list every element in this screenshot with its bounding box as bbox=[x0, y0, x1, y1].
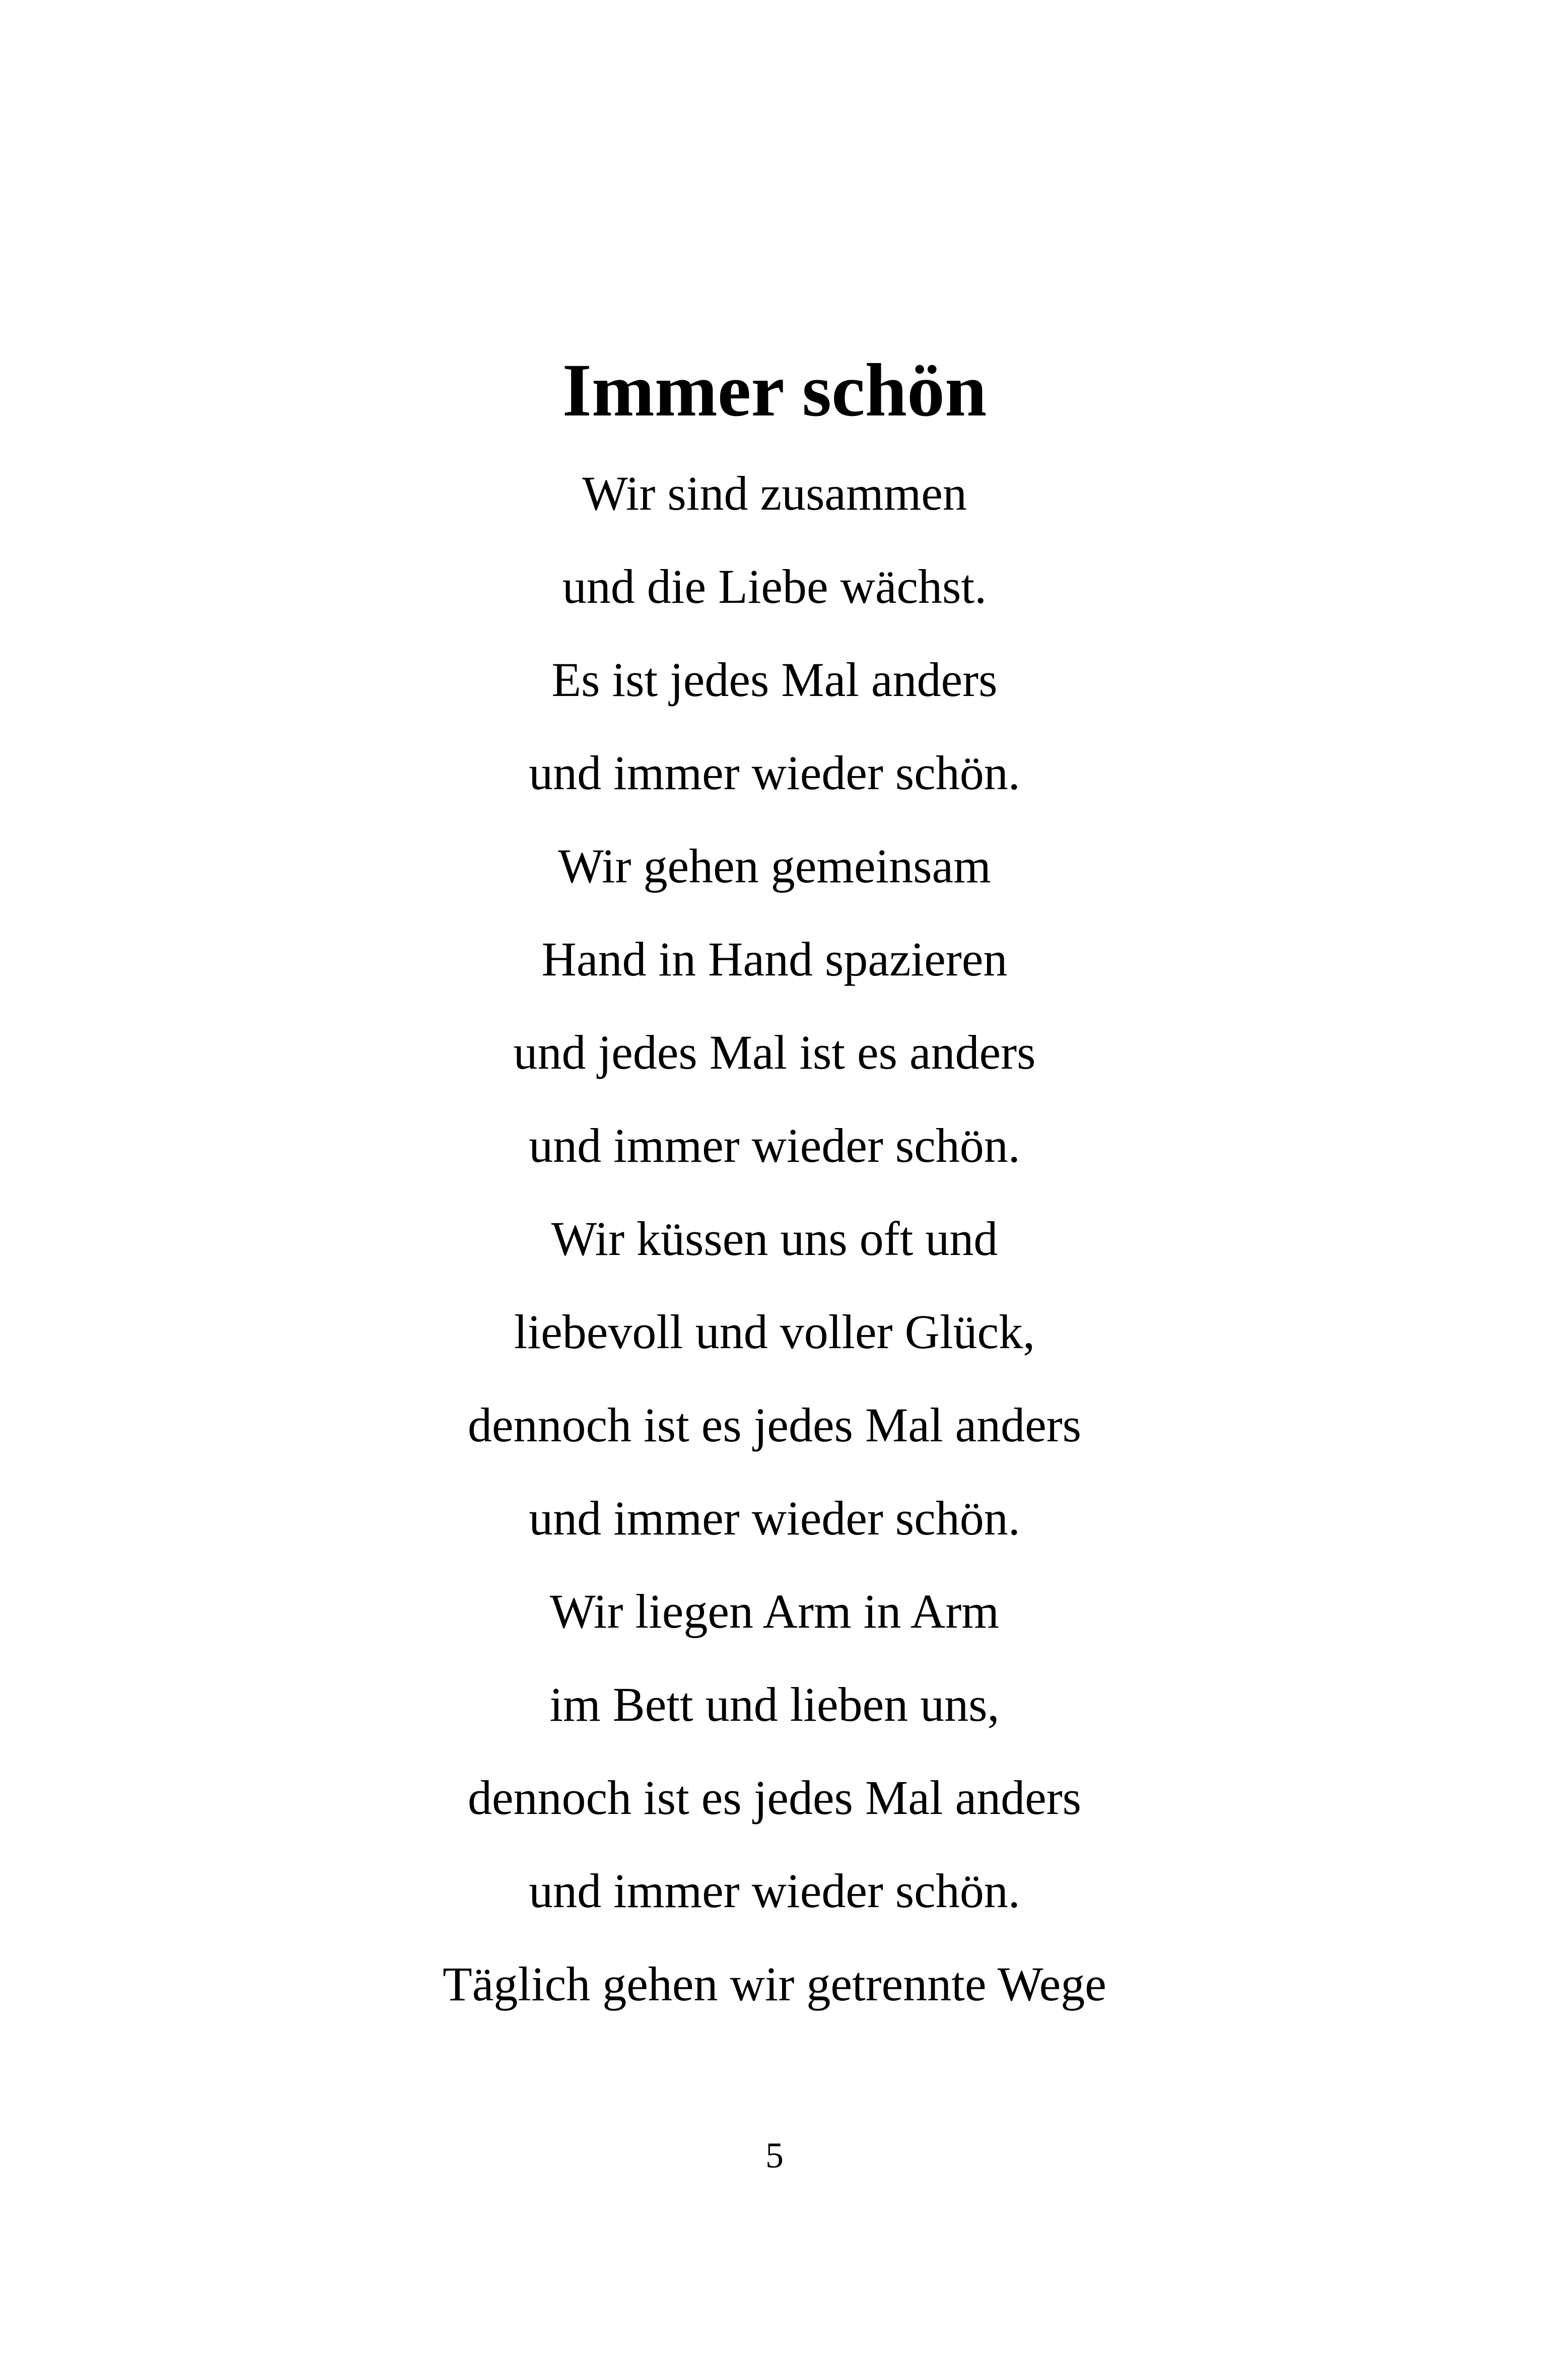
poem-line: Es ist jedes Mal anders bbox=[551, 653, 998, 707]
poem-line: Wir liegen Arm in Arm bbox=[550, 1584, 999, 1638]
poem-line: liebevoll und voller Glück, bbox=[514, 1305, 1035, 1359]
poem-line: Täglich gehen wir getrennte Wege bbox=[443, 1957, 1106, 2011]
poem-line: Wir sind zusammen bbox=[582, 466, 967, 520]
page-number: 5 bbox=[765, 2135, 784, 2176]
poem-line: dennoch ist es jedes Mal anders bbox=[467, 1398, 1082, 1452]
page-title: Immer schön bbox=[562, 348, 987, 432]
poem-line: und immer wieder schön. bbox=[529, 1864, 1020, 1918]
poem-body bbox=[0, 466, 1549, 2050]
poem-line: und immer wieder schön. bbox=[529, 746, 1020, 800]
poem-line: Hand in Hand spazieren bbox=[541, 932, 1008, 986]
poem-line: Wir küssen uns oft und bbox=[551, 1212, 998, 1266]
poem-line: im Bett und lieben uns, bbox=[549, 1677, 1000, 1731]
poem-line: und immer wieder schön. bbox=[529, 1491, 1020, 1545]
poem-line: und immer wieder schön. bbox=[529, 1118, 1020, 1172]
poem-line: Wir gehen gemeinsam bbox=[558, 839, 991, 893]
poem-line: und die Liebe wächst. bbox=[562, 559, 987, 613]
poem-line: dennoch ist es jedes Mal anders bbox=[467, 1771, 1082, 1825]
poem-line: und jedes Mal ist es anders bbox=[513, 1025, 1036, 1079]
